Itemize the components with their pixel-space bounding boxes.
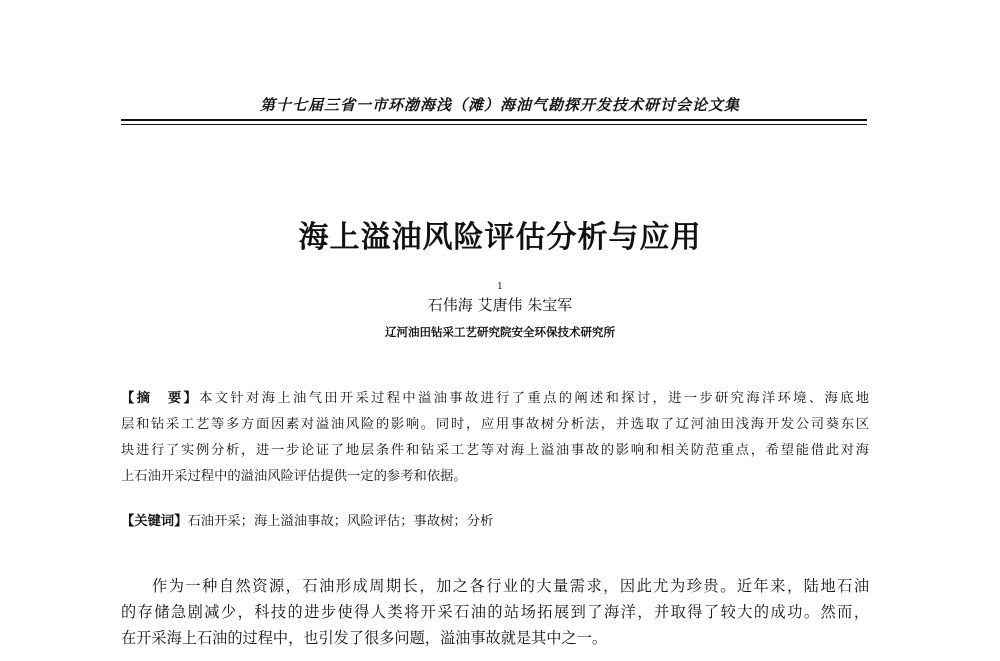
body-line: 作为一种自然资源，石油形成周期长，加之各行业的大量需求，因此尤为珍贵。近年来，陆地石油 — [152, 577, 869, 595]
header-rule-thick — [121, 119, 867, 121]
abstract — [121, 386, 869, 490]
body-line: 的存储急剧减少，科技的进步使得人类将开采石油的站场拓展到了海洋，并取得了较大的成功。然而， — [121, 603, 869, 621]
abstract-line: 块进行了实例分析，进一步论证了地层条件和钻采工艺等对海上溢油事故的影响和相关防范重点，希望能借此对海 — [121, 443, 869, 458]
author-names: 石伟海 艾唐伟 朱宝军 — [427, 296, 573, 314]
author-names-wrap — [427, 282, 573, 315]
abstract-line: 上石油开采过程中的溢油风险评估提供一定的参考和依据。 — [121, 469, 467, 484]
keywords-text: 石油开采；海上溢油事故；风险评估；事故树；分析 — [187, 514, 494, 529]
authors-line — [0, 282, 1000, 315]
abstract-line: 层和钻采工艺等多方面因素对溢油风险的影响。同时，应用事故树分析法，并选取了辽河油田浅海开发公司葵东区 — [121, 417, 869, 432]
keywords — [121, 509, 869, 535]
paper-title: 海上溢油风险评估分析与应用 — [298, 220, 702, 255]
abstract-line-text: 本文针对海上油气田开采过程中溢油事故进行了重点的阐述和探讨，进一步研究海洋环境、海底地 — [199, 391, 870, 406]
body-line: 在开采海上石油的过程中，也引发了很多问题，溢油事故就是其中之一。 — [121, 629, 607, 647]
body-paragraph — [121, 573, 869, 651]
keywords-label: 【关键词】 — [121, 514, 188, 529]
author-marker: 1 — [497, 282, 503, 292]
abstract-label: 【摘 要】 — [121, 391, 200, 406]
header-rule-thin — [121, 124, 867, 125]
running-head: 第十七届三省一市环渤海浅（滩）海油气勘探开发技术研讨会论文集 — [259, 96, 740, 114]
affiliation: 辽河油田钻采工艺研究院安全环保技术研究所 — [385, 325, 615, 339]
abstract-line — [121, 386, 869, 412]
